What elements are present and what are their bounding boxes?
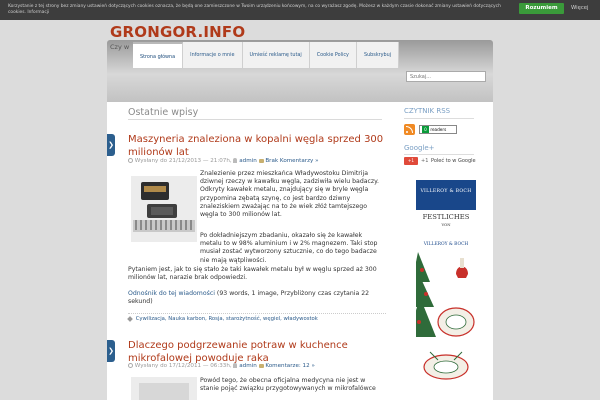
cookie-text: Korzystanie z tej strony bez zmiany ustawień dotyczących cookies oznacza, że będą one zamieszczone w Twoim urządzeniu końcowym, na co wyrażasz zgodę. Możesz w każdym czasie dokonać zmiany ustawień dotyczących cookies. Informacji xyxy=(8,4,501,15)
nav-item-home[interactable]: Strona główna xyxy=(133,42,183,68)
post-title[interactable]: Dlaczego podgrzewanie potraw w kuchence mikrofalowej powoduje raka xyxy=(128,340,348,364)
main-nav xyxy=(133,42,399,68)
post-more xyxy=(128,290,384,306)
nav-item-cookie-policy[interactable]: Cookie Policy xyxy=(310,42,357,68)
readers-badge[interactable] xyxy=(419,125,457,134)
advertisement-banner[interactable] xyxy=(416,180,476,400)
post-side-tab-chevron-icon[interactable]: ❯ xyxy=(107,134,115,156)
google-plus-count: +1 xyxy=(421,158,429,164)
readers-label: readers xyxy=(430,127,447,132)
post-image[interactable] xyxy=(131,377,197,400)
sidebar-divider xyxy=(404,154,474,155)
post-comments-link[interactable]: Brak Komentarzy » xyxy=(265,158,319,164)
ad-von: VON xyxy=(441,222,451,227)
heading-divider xyxy=(128,119,382,120)
clock-icon xyxy=(128,158,133,163)
google-plus-text[interactable]: Poleć to w Google xyxy=(431,158,476,164)
search-input[interactable] xyxy=(406,71,486,82)
comment-icon xyxy=(259,159,264,163)
christmas-tableware-illustration xyxy=(416,252,476,400)
post-comments-link[interactable]: Komentarze: 12 » xyxy=(265,363,315,369)
site-title[interactable]: GRONGOR.INFO xyxy=(110,23,246,41)
read-more-link[interactable]: Odnośnik do tej wiadomości xyxy=(128,290,215,297)
nav-item-about[interactable]: Informacje o mnie xyxy=(183,42,242,68)
post-paragraph: Pytaniem jest, jak to się stało że taki kawałek metalu był w węglu sprzed aż 300 milionów lat, narazie brak odpowiedzi. xyxy=(128,266,377,282)
post-paragraph: Znalezienie przez mieszkańca Władywostoku Dimitrija dziwnej rzeczy w kawałku węgla, zadziwiła wielu badaczy. Odkryty kawałek metalu, znajdujący się w bryle węgla przypomina zębatą szynę, co jest bardzo dziwny znaleziskiem zważając na to że wiek złóż tamtejszego węgla to 300 milionów lat. xyxy=(200,170,379,219)
nav-item-advertise[interactable]: Umieść reklamę tutaj xyxy=(243,42,310,68)
google-section-title: Google+ xyxy=(404,144,435,152)
tag-icon xyxy=(127,316,133,322)
cookie-accept-button[interactable]: Rozumiem xyxy=(519,3,564,14)
cookie-bar xyxy=(0,0,600,20)
post-meta xyxy=(128,158,319,164)
section-heading: Ostatnie wpisy xyxy=(128,107,199,118)
ad-brand-logo: VILLEROY & BOCH xyxy=(420,189,472,194)
clock-icon xyxy=(128,363,133,368)
post-title[interactable]: Maszyneria znaleziona w kopalni węgla sprzed 300 milionów lat xyxy=(128,134,384,158)
post-stats: (93 words, 1 image, Przybliżony czas czytania 22 sekund) xyxy=(128,290,370,306)
post-date: Wysłany do 21/12/2013 — 21:07h, xyxy=(134,158,232,164)
comment-icon xyxy=(259,364,264,368)
ad-brand-bottom: VILLEROY & BOCH xyxy=(423,242,469,247)
ad-brand-header xyxy=(416,180,476,210)
rss-icon[interactable] xyxy=(404,124,415,135)
rss-section-title: CZYTNIK RSS xyxy=(404,107,451,115)
google-plus-button[interactable]: +1 xyxy=(404,157,418,165)
tag-list[interactable]: Cywilizacja, Nauka karbon, Rosja, starożytność, węgiel, władywostok xyxy=(135,316,318,322)
ad-headline: FESTLICHES xyxy=(422,213,470,221)
post-tags xyxy=(128,316,386,324)
microwave-illustration xyxy=(131,377,197,400)
sidebar-divider xyxy=(404,118,474,119)
post-side-tab-chevron-icon[interactable]: ❯ xyxy=(107,340,115,362)
user-icon xyxy=(233,158,237,163)
page-background-right xyxy=(493,40,600,400)
metal-rail-illustration xyxy=(131,176,197,242)
post-paragraph: Po dokładniejszym zbadaniu, okazało się że kawałek metalu to w 98% aluminium i w 2% magnezem. Taki stop musiał zostać wytworzony sztucznie, co do tego badacze nie mają wątpliwości. xyxy=(200,232,378,264)
readers-count: 0 xyxy=(422,126,429,133)
post-image[interactable] xyxy=(131,176,197,242)
user-icon xyxy=(233,363,237,368)
post-paragraph: Powód tego, że obecna oficjalna medycyna nie jest w stanie pojąć związku przygotowywanych w mikrofalówce xyxy=(200,377,376,393)
post-author-link[interactable]: admin xyxy=(239,158,257,164)
post-date: Wysłany do 17/12/2011 — 06:33h, xyxy=(134,363,232,369)
cookie-more-link[interactable]: Więcej xyxy=(571,5,589,11)
site-tagline: Czy w xyxy=(110,43,130,51)
post-meta xyxy=(128,363,315,369)
nav-item-subscribe[interactable]: Subskrybuj xyxy=(357,42,399,68)
post-author-link[interactable]: admin xyxy=(239,363,257,369)
